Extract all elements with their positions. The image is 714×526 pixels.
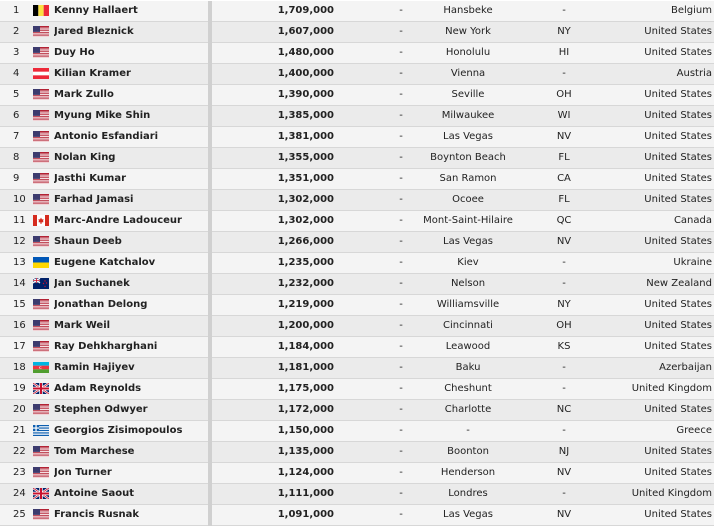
city-cell: Cheshunt xyxy=(444,383,492,394)
player-name-link[interactable]: Jared Bleznick xyxy=(54,26,134,37)
country-cell: United Kingdom xyxy=(631,383,712,394)
state-cell: KS xyxy=(557,341,571,352)
city-cell: Seville xyxy=(451,89,485,100)
money-cell: 1,266,000 xyxy=(277,236,334,247)
country-cell: United States xyxy=(644,467,712,478)
country-cell: United Kingdom xyxy=(631,488,712,499)
player-name-link[interactable]: Antonio Esfandiari xyxy=(54,131,159,142)
money-cell: 1,607,000 xyxy=(277,26,334,37)
rank-cell: 13 xyxy=(13,257,26,268)
usa-flag-icon xyxy=(33,47,49,58)
usa-flag-icon xyxy=(33,131,49,142)
country-cell: United States xyxy=(644,341,712,352)
rank-cell: 16 xyxy=(13,320,26,331)
money-cell: 1,381,000 xyxy=(277,131,334,142)
city-cell: Las Vegas xyxy=(443,509,493,520)
state-cell: NV xyxy=(556,236,572,247)
country-cell: United States xyxy=(644,152,712,163)
table-row xyxy=(0,484,714,505)
dash-cell: - xyxy=(399,509,403,520)
country-cell: Belgium xyxy=(671,5,712,16)
rank-cell: 23 xyxy=(13,467,26,478)
money-cell: 1,480,000 xyxy=(277,47,334,58)
rank-cell: 20 xyxy=(13,404,26,415)
money-cell: 1,355,000 xyxy=(277,152,334,163)
table-row xyxy=(0,43,714,64)
table-row xyxy=(0,358,714,379)
country-cell: United States xyxy=(644,26,712,37)
dash-cell: - xyxy=(399,68,403,79)
rank-cell: 22 xyxy=(13,446,26,457)
dash-cell: - xyxy=(399,5,403,16)
money-cell: 1,184,000 xyxy=(277,341,334,352)
player-name-link[interactable]: Eugene Katchalov xyxy=(54,257,156,268)
table-row xyxy=(0,316,714,337)
state-cell: NY xyxy=(557,26,571,37)
city-cell: Leawood xyxy=(445,341,491,352)
dash-cell: - xyxy=(399,110,403,121)
country-cell: New Zealand xyxy=(646,278,712,289)
dash-cell: - xyxy=(399,89,403,100)
city-cell: Henderson xyxy=(440,467,496,478)
city-cell: Baku xyxy=(455,362,481,373)
state-cell: QC xyxy=(556,215,572,226)
money-cell: 1,124,000 xyxy=(277,467,334,478)
state-cell: NC xyxy=(556,404,572,415)
money-cell: 1,390,000 xyxy=(277,89,334,100)
table-row xyxy=(0,64,714,85)
country-cell: United States xyxy=(644,446,712,457)
rank-cell: 25 xyxy=(13,509,26,520)
greece-flag-icon xyxy=(33,425,49,436)
dash-cell: - xyxy=(399,383,403,394)
table-row xyxy=(0,253,714,274)
money-cell: 1,351,000 xyxy=(277,173,334,184)
city-cell: Milwaukee xyxy=(441,110,495,121)
rank-cell: 24 xyxy=(13,488,26,499)
rank-cell: 5 xyxy=(13,89,20,100)
player-name-link[interactable]: Shaun Deeb xyxy=(54,236,122,247)
state-cell: OH xyxy=(556,320,572,331)
player-name-link[interactable]: Jonathan Delong xyxy=(54,299,148,310)
money-cell: 1,111,000 xyxy=(277,488,334,499)
city-cell: San Ramon xyxy=(439,173,497,184)
table-row xyxy=(0,337,714,358)
player-name-link[interactable]: Jasthi Kumar xyxy=(54,173,127,184)
state-cell: - xyxy=(562,5,566,16)
player-name-link[interactable]: Mark Weil xyxy=(54,320,111,331)
dash-cell: - xyxy=(399,47,403,58)
rank-cell: 21 xyxy=(13,425,26,436)
city-cell: Boynton Beach xyxy=(430,152,506,163)
rank-cell: 14 xyxy=(13,278,26,289)
dash-cell: - xyxy=(399,446,403,457)
money-cell: 1,232,000 xyxy=(277,278,334,289)
uk-flag-icon xyxy=(33,383,49,394)
dash-cell: - xyxy=(399,278,403,289)
dash-cell: - xyxy=(399,257,403,268)
table-row xyxy=(0,463,714,484)
state-cell: - xyxy=(562,362,566,373)
belgium-flag-icon xyxy=(33,5,49,16)
money-cell: 1,385,000 xyxy=(277,110,334,121)
city-cell: Charlotte xyxy=(444,404,492,415)
money-cell: 1,175,000 xyxy=(277,383,334,394)
usa-flag-icon xyxy=(33,467,49,478)
city-cell: Cincinnati xyxy=(443,320,493,331)
player-name-link[interactable]: Mark Zullo xyxy=(54,89,114,100)
new-zealand-flag-icon xyxy=(33,278,49,289)
uk-flag-icon xyxy=(33,488,49,499)
table-row xyxy=(0,127,714,148)
state-cell: - xyxy=(562,68,566,79)
table-row xyxy=(0,421,714,442)
state-cell: HI xyxy=(558,47,570,58)
state-cell: OH xyxy=(556,89,572,100)
country-cell: United States xyxy=(644,509,712,520)
rank-cell: 6 xyxy=(13,110,20,121)
austria-flag-icon xyxy=(33,68,49,79)
player-name-link[interactable]: Tom Marchese xyxy=(54,446,135,457)
state-cell: NV xyxy=(556,509,572,520)
usa-flag-icon xyxy=(33,320,49,331)
country-cell: United States xyxy=(644,404,712,415)
player-name-link[interactable]: Duy Ho xyxy=(54,47,95,58)
table-row xyxy=(0,295,714,316)
rank-cell: 18 xyxy=(13,362,26,373)
table-row xyxy=(0,106,714,127)
state-cell: NJ xyxy=(558,446,570,457)
player-name-link[interactable]: Kilian Kramer xyxy=(54,68,131,79)
rank-cell: 9 xyxy=(13,173,20,184)
rank-cell: 19 xyxy=(13,383,26,394)
player-name-link[interactable]: Ramin Hajiyev xyxy=(54,362,135,373)
usa-flag-icon xyxy=(33,404,49,415)
rank-cell: 15 xyxy=(13,299,26,310)
player-name-link[interactable]: Kenny Hallaert xyxy=(54,5,138,16)
canada-flag-icon xyxy=(33,215,49,226)
state-cell: CA xyxy=(557,173,571,184)
usa-flag-icon xyxy=(33,236,49,247)
money-cell: 1,172,000 xyxy=(277,404,334,415)
table-row xyxy=(0,169,714,190)
table-row xyxy=(0,232,714,253)
money-cell: 1,200,000 xyxy=(277,320,334,331)
usa-flag-icon xyxy=(33,152,49,163)
dash-cell: - xyxy=(399,173,403,184)
player-name-link[interactable]: Antoine Saout xyxy=(54,488,135,499)
player-name-link[interactable]: Georgios Zisimopoulos xyxy=(54,425,183,436)
dash-cell: - xyxy=(399,425,403,436)
usa-flag-icon xyxy=(33,194,49,205)
money-cell: 1,181,000 xyxy=(277,362,334,373)
rank-cell: 7 xyxy=(13,131,20,142)
country-cell: Azerbaijan xyxy=(659,362,712,373)
state-cell: WI xyxy=(557,110,571,121)
rank-cell: 2 xyxy=(13,26,20,37)
table-row xyxy=(0,190,714,211)
money-cell: 1,400,000 xyxy=(277,68,334,79)
state-cell: - xyxy=(562,257,566,268)
city-cell: Vienna xyxy=(450,68,486,79)
country-cell: United States xyxy=(644,173,712,184)
table-row xyxy=(0,274,714,295)
money-cell: 1,219,000 xyxy=(277,299,334,310)
usa-flag-icon xyxy=(33,89,49,100)
rank-cell: 8 xyxy=(13,152,20,163)
usa-flag-icon xyxy=(33,26,49,37)
player-name-link[interactable]: Jon Turner xyxy=(54,467,112,478)
player-name-link[interactable]: Nolan King xyxy=(54,152,116,163)
dash-cell: - xyxy=(399,131,403,142)
city-cell: Ocoee xyxy=(452,194,484,205)
player-name-link[interactable]: Jan Suchanek xyxy=(54,278,130,289)
table-row xyxy=(0,400,714,421)
player-name-link[interactable]: Marc-Andre Ladouceur xyxy=(54,215,182,226)
country-cell: United States xyxy=(644,320,712,331)
dash-cell: - xyxy=(399,467,403,478)
state-cell: NV xyxy=(556,467,572,478)
usa-flag-icon xyxy=(33,110,49,121)
country-cell: United States xyxy=(644,110,712,121)
rank-cell: 1 xyxy=(13,5,20,16)
city-cell: Londres xyxy=(448,488,488,499)
rank-cell: 10 xyxy=(13,194,26,205)
dash-cell: - xyxy=(399,320,403,331)
table-row xyxy=(0,1,714,22)
dash-cell: - xyxy=(399,215,403,226)
dash-cell: - xyxy=(399,341,403,352)
city-cell: Las Vegas xyxy=(443,131,493,142)
city-cell: Kiev xyxy=(457,257,479,268)
city-cell: Boonton xyxy=(447,446,489,457)
money-cell: 1,135,000 xyxy=(277,446,334,457)
table-row xyxy=(0,85,714,106)
rank-cell: 4 xyxy=(13,68,20,79)
usa-flag-icon xyxy=(33,299,49,310)
money-cell: 1,235,000 xyxy=(277,257,334,268)
usa-flag-icon xyxy=(33,173,49,184)
dash-cell: - xyxy=(399,299,403,310)
money-cell: 1,091,000 xyxy=(277,509,334,520)
table-row xyxy=(0,22,714,43)
azerbaijan-flag-icon xyxy=(33,362,49,373)
country-cell: Greece xyxy=(676,425,712,436)
rank-cell: 3 xyxy=(13,47,20,58)
rank-cell: 17 xyxy=(13,341,26,352)
money-cell: 1,302,000 xyxy=(277,194,334,205)
dash-cell: - xyxy=(399,26,403,37)
player-name-link[interactable]: Farhad Jamasi xyxy=(54,194,134,205)
usa-flag-icon xyxy=(33,509,49,520)
state-cell: - xyxy=(562,488,566,499)
player-name-link[interactable]: Myung Mike Shin xyxy=(54,110,151,121)
country-cell: United States xyxy=(644,89,712,100)
city-cell: Mont-Saint-Hilaire xyxy=(423,215,513,226)
country-cell: United States xyxy=(644,194,712,205)
table-row xyxy=(0,211,714,232)
state-cell: - xyxy=(562,383,566,394)
city-cell: Nelson xyxy=(450,278,486,289)
country-cell: United States xyxy=(644,131,712,142)
city-cell: Honolulu xyxy=(445,47,491,58)
rank-cell: 12 xyxy=(13,236,26,247)
player-name-link[interactable]: Stephen Odwyer xyxy=(54,404,148,415)
rank-cell: 11 xyxy=(13,215,26,226)
table-row xyxy=(0,442,714,463)
state-cell: NY xyxy=(557,299,571,310)
city-cell: Las Vegas xyxy=(443,236,493,247)
dash-cell: - xyxy=(399,152,403,163)
usa-flag-icon xyxy=(33,446,49,457)
country-cell: United States xyxy=(644,47,712,58)
country-cell: United States xyxy=(644,236,712,247)
dash-cell: - xyxy=(399,488,403,499)
table-row xyxy=(0,148,714,169)
usa-flag-icon xyxy=(33,341,49,352)
dash-cell: - xyxy=(399,362,403,373)
table-row xyxy=(0,379,714,400)
state-cell: NV xyxy=(556,131,572,142)
city-cell: New York xyxy=(445,26,491,37)
state-cell: FL xyxy=(558,194,570,205)
state-cell: - xyxy=(562,425,566,436)
player-name-link[interactable]: Adam Reynolds xyxy=(54,383,142,394)
state-cell: - xyxy=(562,278,566,289)
dash-cell: - xyxy=(399,404,403,415)
ukraine-flag-icon xyxy=(33,257,49,268)
country-cell: Austria xyxy=(676,68,712,79)
money-cell: 1,302,000 xyxy=(277,215,334,226)
player-name-link[interactable]: Francis Rusnak xyxy=(54,509,140,520)
country-cell: Canada xyxy=(673,215,712,226)
money-cell: 1,709,000 xyxy=(277,5,334,16)
country-cell: United States xyxy=(644,299,712,310)
player-name-link[interactable]: Ray Dehkharghani xyxy=(54,341,158,352)
country-cell: Ukraine xyxy=(673,257,712,268)
dash-cell: - xyxy=(399,194,403,205)
city-cell: Williamsville xyxy=(436,299,500,310)
state-cell: FL xyxy=(558,152,570,163)
dash-cell: - xyxy=(399,236,403,247)
money-cell: 1,150,000 xyxy=(277,425,334,436)
city-cell: Hansbeke xyxy=(443,5,493,16)
city-cell: - xyxy=(466,425,470,436)
table-row xyxy=(0,505,714,526)
